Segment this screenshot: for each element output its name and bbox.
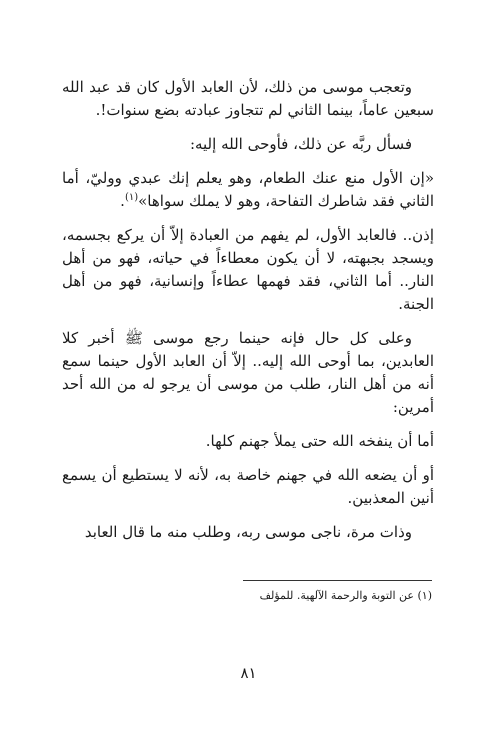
paragraph-3-quote — [62, 167, 434, 213]
page-number: ٨١ — [240, 664, 257, 682]
body-text — [62, 76, 434, 555]
paragraph-4: إذن.. فالعابد الأول، لم يفهم من العبادة إلاّ أن يركع بجسمه، ويسجد بجبهته، لا أن يكون معطاءاً في حياته، فهو من أهل النار.. أما الثاني، فقد فهمها عطاءاً وإنسانية، فهو من أهل الجنة. — [62, 226, 434, 313]
footnote-divider — [243, 580, 432, 581]
paragraph-1: وتعجب موسى من ذلك، لأن العابد الأول كان قد عبد الله سبعين عاماً، بينما الثاني لم تتجاوز عبادته بضع سنوات!. — [62, 78, 434, 119]
quote-end-period: . — [120, 192, 125, 210]
footnote: (١) عن التوبة والرحمة الآلهية. للمؤلف — [259, 589, 432, 602]
footnote-reference: (١) — [124, 192, 139, 203]
paragraph-8: وذات مرة، ناجى موسى ربه، وطلب منه ما قال العابد — [84, 523, 412, 541]
paragraph-2: فسأل ربَّه عن ذلك، فأوحى الله إليه: — [189, 135, 412, 153]
paragraph-6: أما أن ينفخه الله حتى يملأ جهنم كلها. — [205, 432, 434, 450]
paragraph-5: وعلى كل حال فإنه حينما رجع موسى ﷺ أخبر كلا العابدين، بما أوحى الله إليه.. إلاّ أن العابد الأول حينما سمع أنه من أهل النار، طلب من موسى أن يرجو له من الله أحد أمرين: — [62, 329, 434, 416]
paragraph-7: أو أن يضعه الله في جهنم خاصة به، لأنه لا يستطيع أن يسمع أنين المعذبين. — [62, 466, 434, 507]
quote-text: «إن الأول منع عنك الطعام، وهو يعلم إنك عبدي ووليّ، أما الثاني فقد شاطرك التفاحة، وهو لا يملك سواها» — [62, 169, 434, 210]
